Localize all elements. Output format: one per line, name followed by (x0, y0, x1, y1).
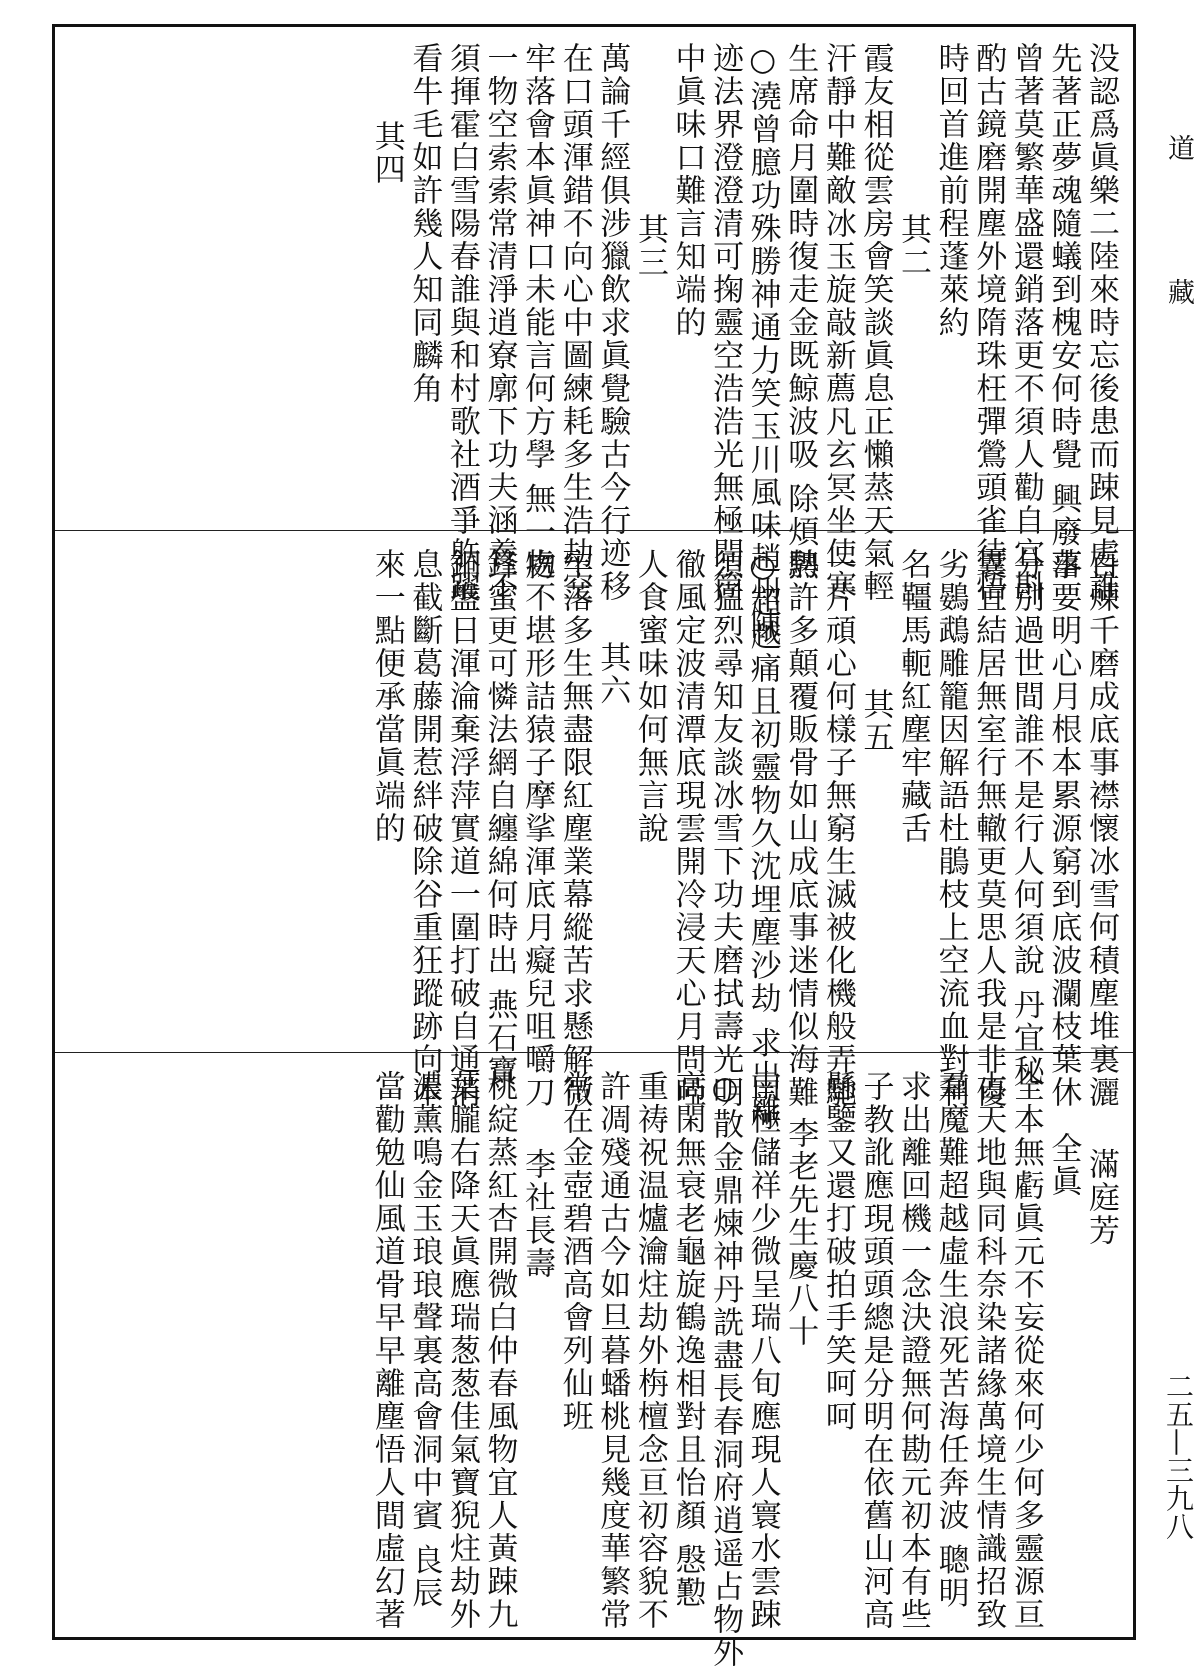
text-column: 其六 (594, 641, 631, 707)
text-column: 求出離回機一念決證無何勘元初本有些 (895, 1070, 932, 1631)
text-column: 桃綻蒸紅杏開微白仲春風物宜人黃踈九 (481, 1070, 518, 1631)
text-column: 高閑無衰老龜旋鶴逸相對且怡顏 慇懃 (669, 1070, 706, 1610)
text-column: 李老先生慶八十 (782, 1116, 819, 1348)
text-column: 在口頭渾錯不向心中圖練耗多生浩劫空 (556, 42, 593, 603)
text-column: 囊宜結居無室行無轍更莫思人我是非優 (970, 548, 1007, 1109)
text-column: 先著正夢魂隨蟻到槐安何時覺 興廢事 (1045, 42, 1082, 582)
text-column: 其二 (895, 212, 932, 279)
text-column: 萬論千經俱涉獵飲求眞覺驗古今行迹移 (594, 42, 631, 603)
text-column: 處不堪形詰猿子摩挲渾底月癡兒咀嚼刀 (519, 548, 556, 1109)
text-column: 鋒蜜更可憐法網自纏綿何時出 燕石寶 (481, 548, 518, 1088)
text-column: 來一點便承當眞端的 (368, 548, 405, 845)
text-column: 南極儲祥少微呈瑞八旬應現人寰水雲踈 (744, 1070, 781, 1631)
margin-title-1: 道 (1163, 134, 1194, 167)
text-column: 濃薰鳴金玉琅琅聲裏高會洞中賓 良辰 (406, 1070, 443, 1610)
text-column: 羣魔難超越虛生浪死苦海任奔波 聰明 (932, 1070, 969, 1610)
text-column: ○散金鼎煉神丹詵盡長春洞府逍遥占物外 (707, 1070, 744, 1669)
text-column: 牢落多生無盡限紅塵業幕縱苦求懸解微 (556, 548, 593, 1109)
text-column: ○澆曾臆功殊勝神通力笑玉川風味趙州陳 (744, 42, 781, 641)
text-column: 懸鑒又還打破拍手笑呵呵 (819, 1070, 856, 1433)
text-column: 銅盤日渾淪棄浮萍實道一圍打破自通消 (443, 548, 480, 1109)
text-column: 古天地與同科奈染諸緣萬境生情識招致 (970, 1070, 1007, 1631)
columns-bottom (367, 1070, 1119, 1669)
page-number: 二五—三九八 (1162, 1372, 1195, 1540)
text-column: 没認爲眞樂二陸來時忘後患而踈見處誰 (1083, 42, 1119, 603)
text-column: 時回首進前程蓬萊約 (932, 42, 969, 339)
text-column: 須揮霍白雪陽春誰與和村歌社酒爭䠶躍 (443, 42, 480, 603)
text-column: 息截斷葛藤開惹絆破除谷重狂蹤跡向本 (406, 548, 443, 1109)
text-column: ○超越痛且初靈物久沈埋塵沙劫 求出離 (744, 548, 781, 1126)
text-column: 全本無虧眞元不妄從來何少何多靈源亘 (1007, 1070, 1044, 1631)
section-bottom (55, 1052, 1133, 1669)
text-column: 中眞味口難言知端的 (669, 42, 706, 339)
text-column: 曾著莫繁華盛還銷落更不須人勸自宜斟 (1007, 42, 1044, 603)
margin-title-2: 藏 (1163, 278, 1194, 311)
text-column: 分別過世間誰不是行人何須說 丹宜秘 (1007, 548, 1044, 1088)
text-column: 當勸勉仙風道骨早早離塵悟人間虛幻著 (368, 1070, 405, 1631)
text-column: 落要明心月根本累源窮到底波瀾枝葉休 (1045, 548, 1082, 1109)
text-column: 須猛烈尋知友談冰雪下功夫磨拭壽光明 (707, 548, 744, 1109)
text-column: 其五 (857, 687, 894, 754)
text-column: 生席命月圍時復走金既鯨波吸 除煩熱 (782, 42, 819, 582)
section-top (55, 24, 1133, 641)
text-column: 名韁馬軛紅塵牢藏舌 (895, 548, 932, 845)
text-column: 常在金壺碧酒高會列仙班 (556, 1070, 593, 1433)
text-column: 其四 (368, 119, 405, 186)
text-column: 百煉千磨成底事襟懷冰雪何積塵堆裏灑 (1083, 548, 1119, 1109)
text-column: 劣鷃鵡雕籠因解語杜鵑枝上空流血對利 (932, 548, 969, 1109)
text-column: 滿庭芳 (1083, 1147, 1119, 1247)
text-column: 騁許多顛覆販骨如山成底事迷情似海難 (782, 548, 819, 1109)
text-column: 全眞 (1045, 1132, 1082, 1198)
text-column: 其三 (631, 212, 668, 279)
text-column: 葉朧右降天眞應瑞葱葱佳氣寶猊炷劫外 (443, 1070, 480, 1631)
text-column: 徹風定波清潭底現雲開冷浸天心月問啞 (669, 548, 706, 1109)
text-column: 一物空索索常清淨逍寮廓下功夫涵養不 (481, 42, 518, 603)
text-column: 一片頑心何樣子無窮生滅被化機般弄馳 (819, 548, 856, 1109)
text-column: 迹法界澄澄清可掬靈空浩浩光無極問箇 (707, 42, 744, 603)
section-middle (55, 530, 1133, 1126)
text-column: 許凋殘通古今如旦暮蟠桃見幾度華繁常 (594, 1070, 631, 1631)
text-column: 子教訛應現頭頭總是分明在依舊山河高 (857, 1070, 894, 1631)
text-column: 看牛毛如許幾人知同麟角 (406, 42, 443, 405)
text-column: 霞友相從雲房會笑談眞息正懶蒸天氣輕 (857, 42, 894, 603)
text-column: 汗靜中難敵冰玉旋敲新薦凡玄冥坐使寒 (819, 42, 856, 603)
text-column: 李社長壽 (519, 1147, 556, 1280)
text-column: 人食蜜味如何無言說 (631, 548, 668, 845)
text-column: 牢落會本眞神口未能言何方學 無一物 (519, 42, 556, 582)
text-column: 酌古鏡磨開塵外境隋珠枉彈鶯頭雀待悟 (970, 42, 1007, 603)
columns-middle (367, 548, 1119, 1126)
text-column: 重祷祝温爐瀹炷劫外栴檀念亘初容貌不 (631, 1070, 668, 1631)
